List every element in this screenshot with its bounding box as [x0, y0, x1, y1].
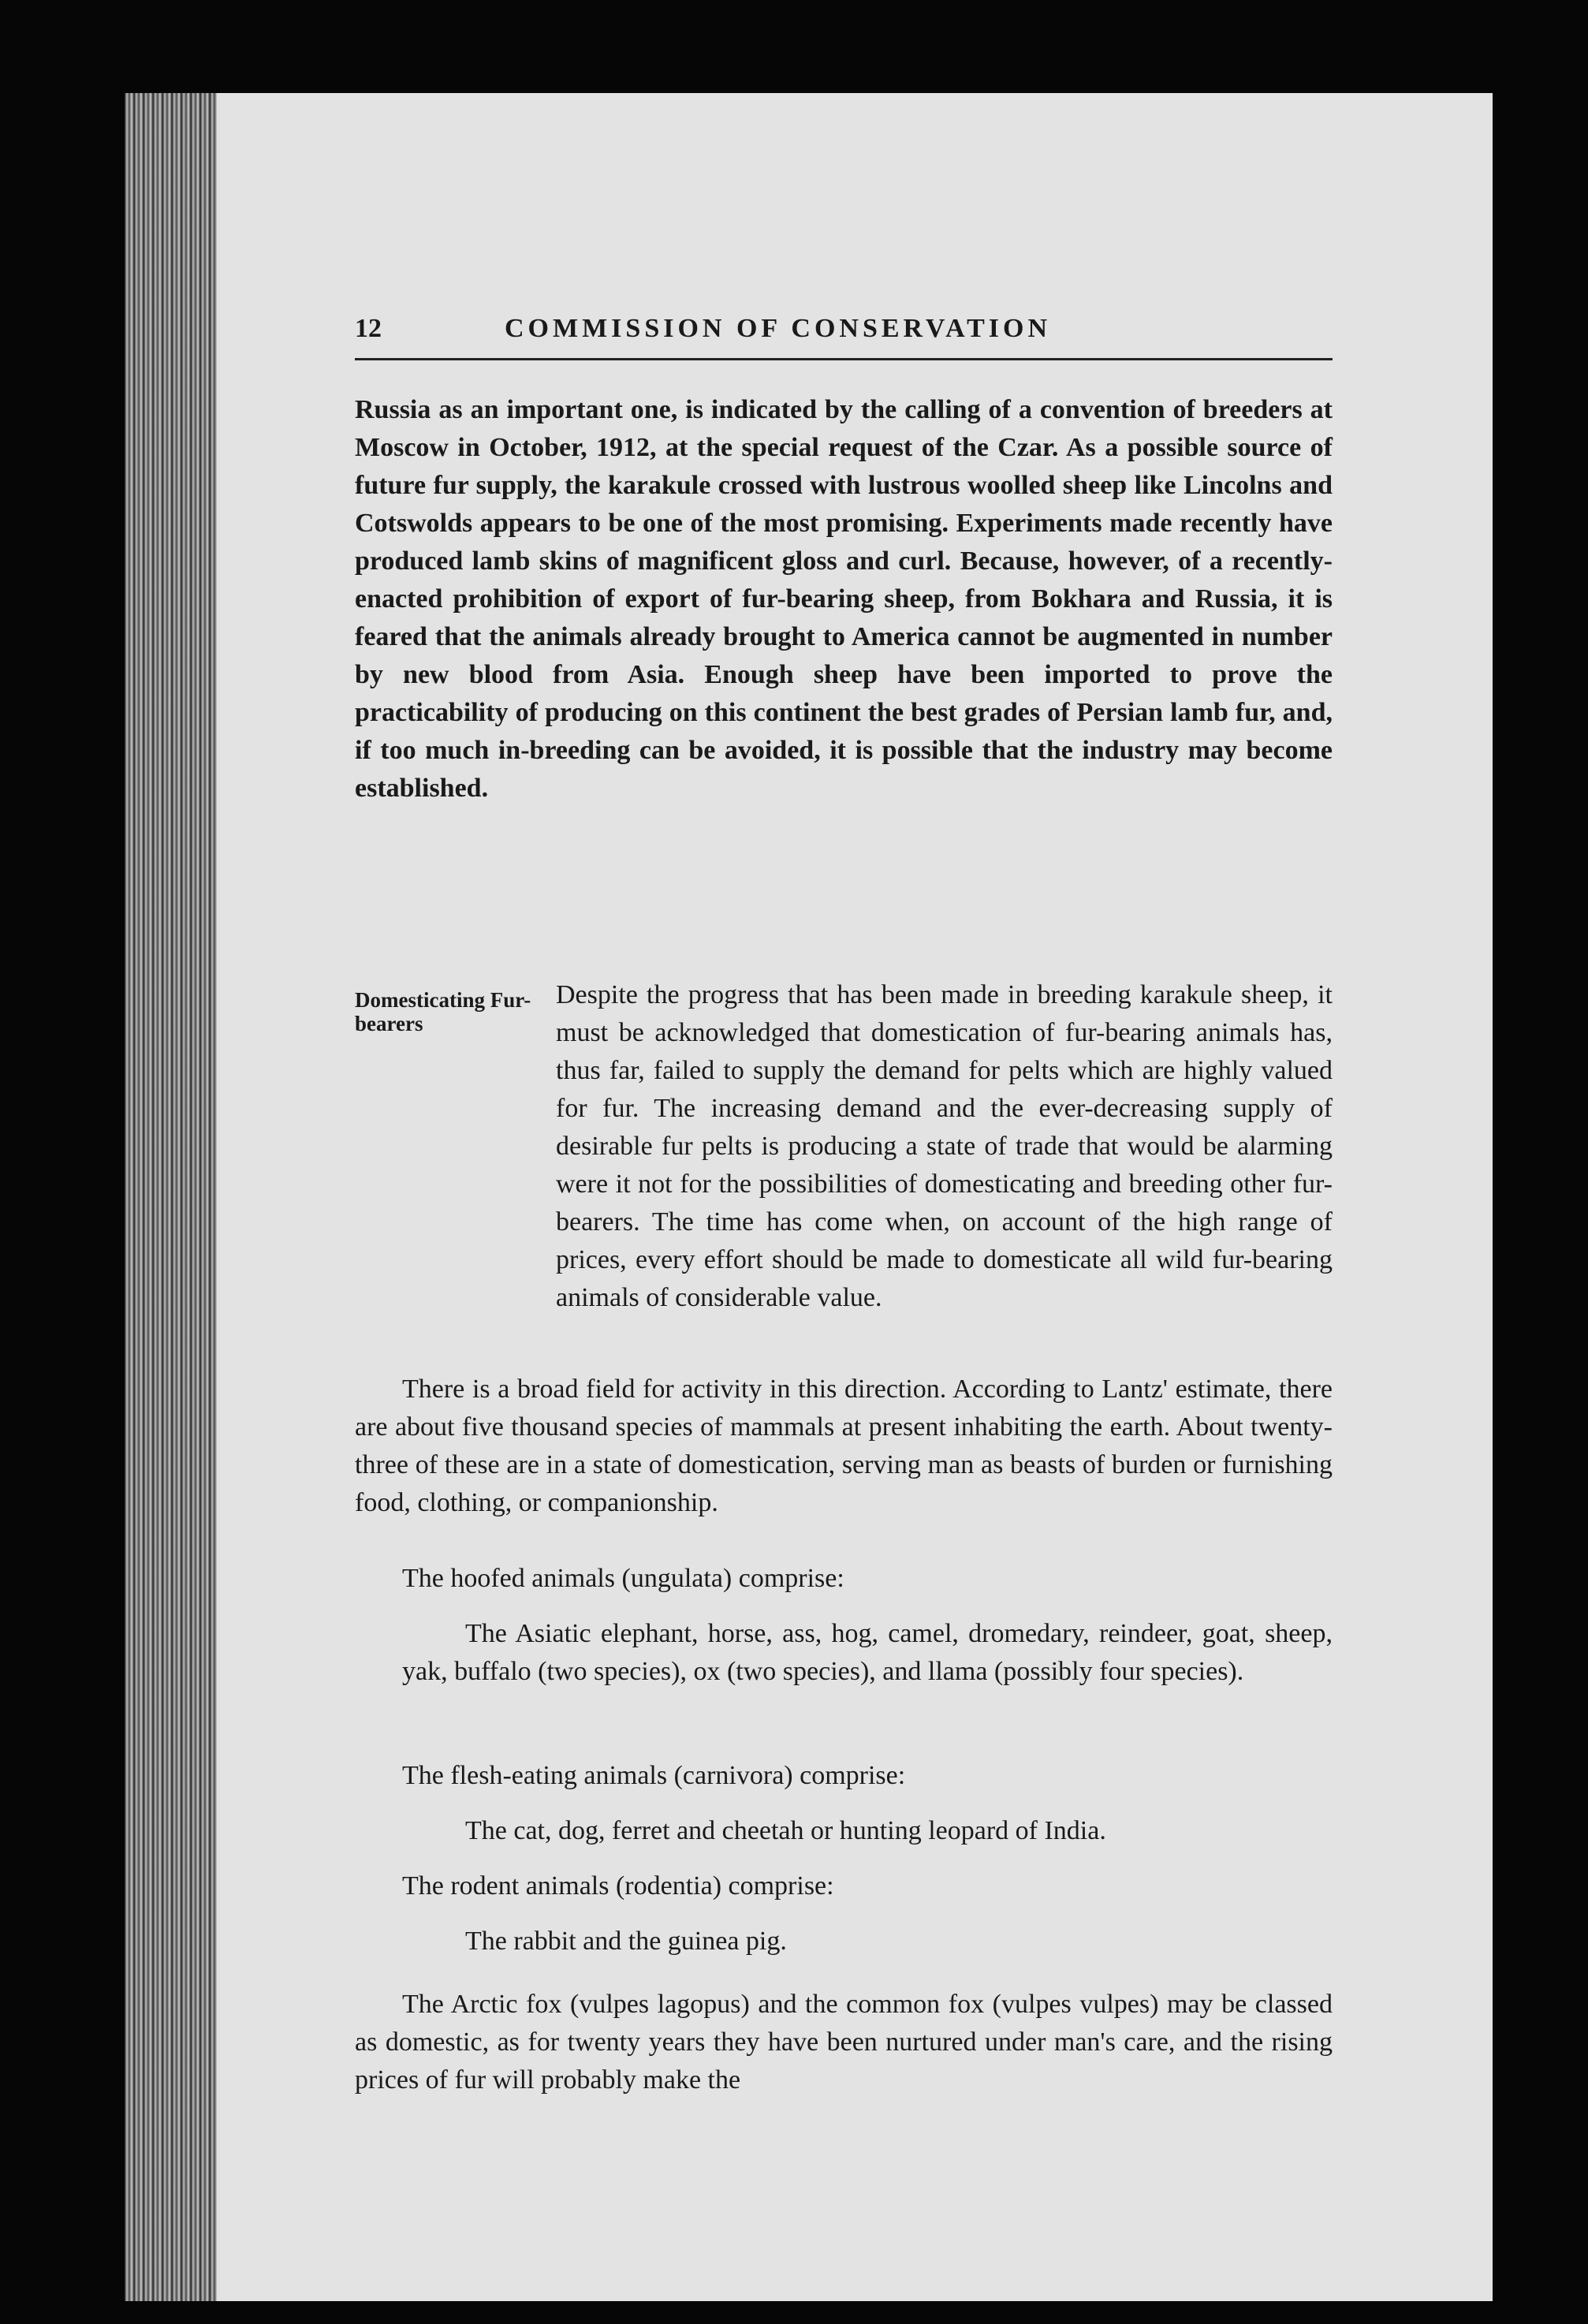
list-body-rodentia: The rabbit and the guinea pig. — [465, 1927, 787, 1956]
book-page — [217, 93, 1493, 2301]
margin-sidenote: Domesticating Fur-bearers — [355, 988, 531, 1035]
list-body-carnivora: The cat, dog, ferret and cheetah or hunting leopard of India. — [465, 1816, 1106, 1845]
page-number: 12 — [355, 314, 382, 343]
paragraph-continuation: Russia as an important one, is indicated by the calling of a convention of breeders at Moscow in October, 1912, at the special request of the Czar. As a possible source of future fur supply, the karakule crossed with lustrous woolled sheep like Lincolns and Cotswolds appears to be one of the most promising. Experiments made recently have produced lamb skins of magnificent gloss and curl. Because, however, of a recently-enacted prohibition of export of fur-bearing sheep, from Bokhara and Russia, it is feared that the animals already brought to America cannot be augmented in number by new blood from Asia. Enough sheep have been imported to prove the practicability of producing on this continent the best grades of Persian lamb fur, and, if too much in-breeding can be avoided, it is possible that the industry may become established. — [355, 395, 1333, 803]
paragraph-domesticating: Despite the progress that has been made in breeding karakule sheep, it must be acknowledged that domestication of fur-bearing animals has, thus far, failed to supply the demand for pelts which are highly valued for fur. The increasing demand and the ever-decreasing supply of desirable fur pelts is producing a state of trade that would be alarming were it not for the possibilities of domesticating and breeding other fur-bearers. The time has come when, on account of the high range of prices, every effort should be made to domesticate all wild fur-bearing animals of considerable value. — [556, 980, 1333, 1312]
list-body-ungulata: The Asiatic elephant, horse, ass, hog, camel, dromedary, reindeer, goat, sheep, yak, buffalo (two species), ox (two species), and llama (possibly four species). — [402, 1619, 1333, 1686]
paragraph-broad-field: There is a broad field for activity in this direction. According to Lantz' estimate, there are about five thousand species of mammals at present inhabiting the earth. About twenty-three of these are in a state of domestication, serving man as beasts of burden or furnishing food, clothing, or companionship. — [355, 1375, 1333, 1517]
page-header — [355, 314, 1333, 360]
list-intro-rodentia: The rodent animals (rodentia) comprise: — [402, 1871, 834, 1901]
list-intro-ungulata: The hoofed animals (ungulata) comprise: — [402, 1564, 844, 1593]
paragraph-arctic-fox: The Arctic fox (vulpes lagopus) and the common fox (vulpes vulpes) may be classed as domestic, as for twenty years they have been nurtured under man's care, and the rising prices of fur will probably make the — [355, 1990, 1333, 2095]
running-head: COMMISSION OF CONSERVATION — [505, 314, 1052, 343]
list-intro-carnivora: The flesh-eating animals (carnivora) comprise: — [402, 1761, 906, 1790]
